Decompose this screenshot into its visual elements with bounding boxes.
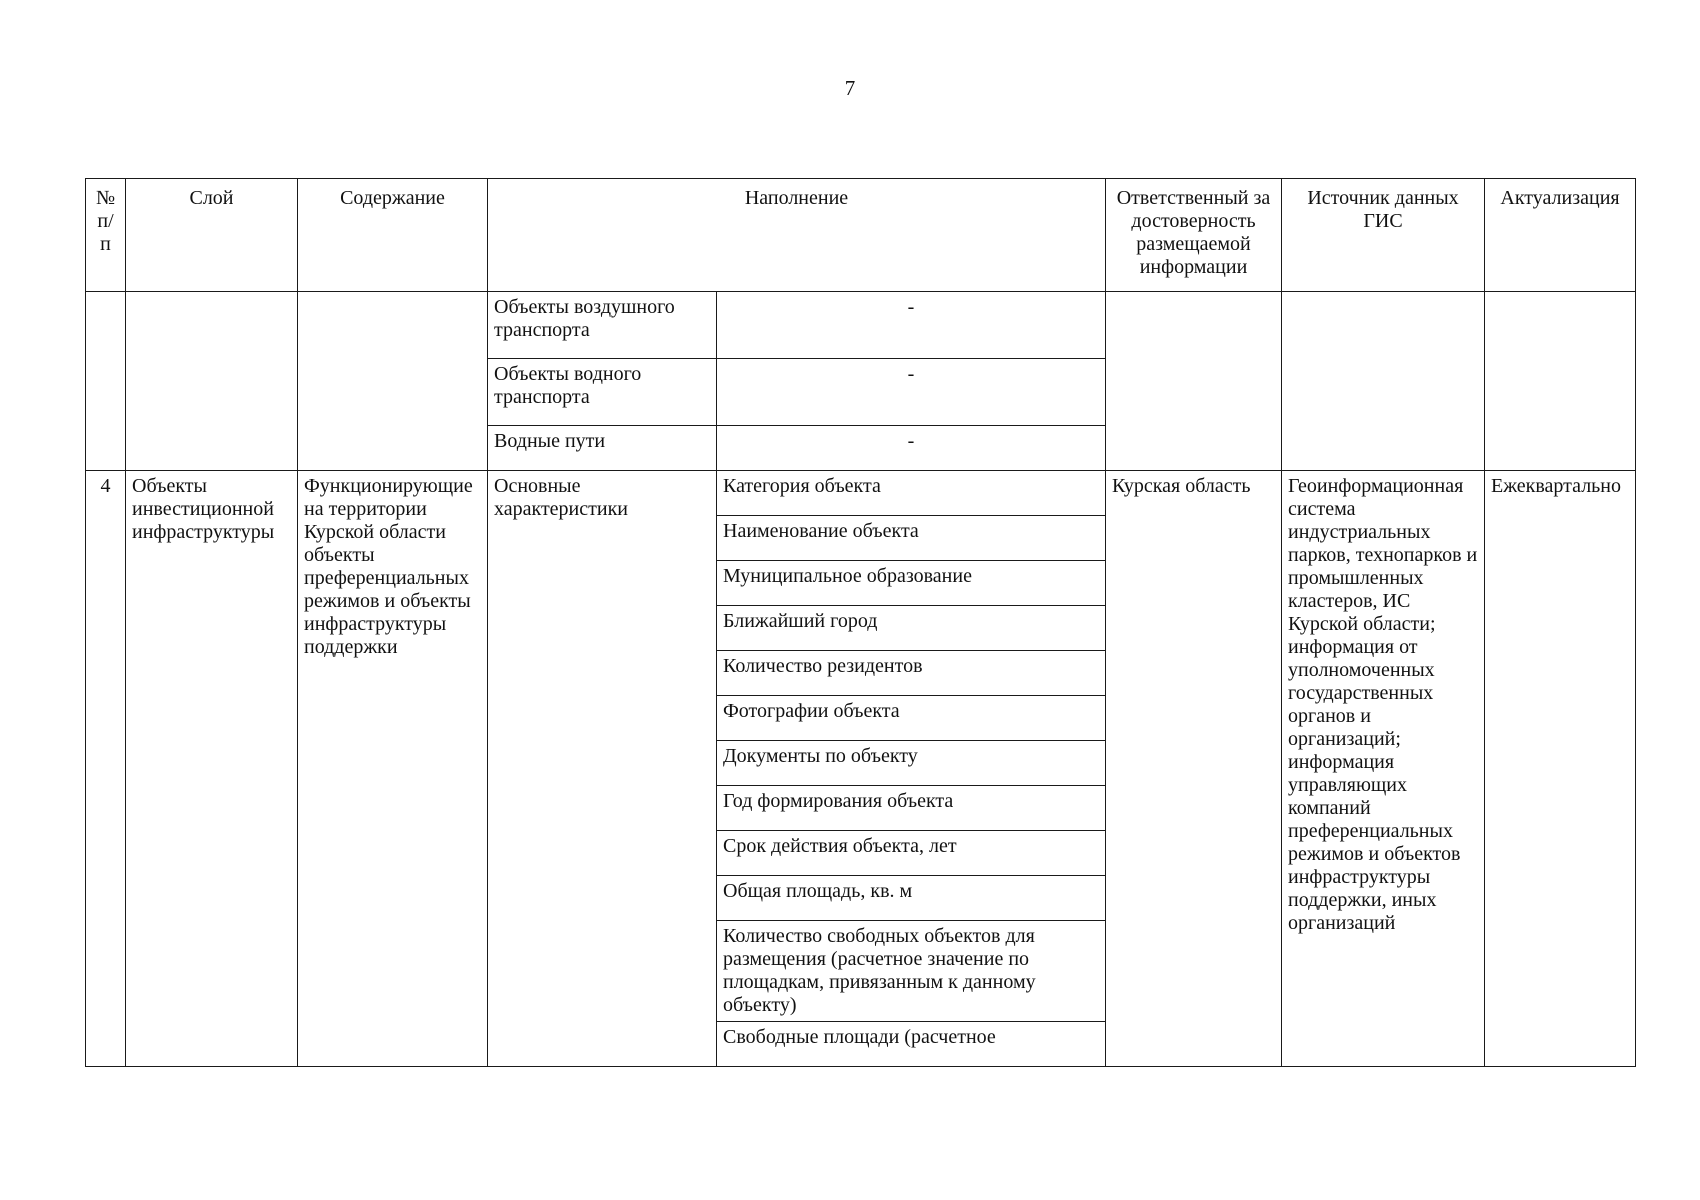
cell-layer-empty — [126, 292, 298, 471]
cell-layer: Объекты инвестиционной инфраструктуры — [126, 471, 298, 1067]
filling-name: Водные пути — [488, 426, 717, 471]
gis-layers-table — [85, 178, 1636, 1067]
filling-item: Год формирования объекта — [717, 786, 1106, 831]
filling-name: Объекты воздушного транспорта — [488, 292, 717, 359]
filling-value: - — [717, 359, 1106, 426]
header-responsible: Ответственный за достоверность размещаемой информации — [1106, 179, 1282, 292]
page-number: 7 — [844, 76, 856, 100]
filling-item: Общая площадь, кв. м — [717, 876, 1106, 921]
cell-num: 4 — [86, 471, 126, 1067]
header-num: № п/ п — [86, 179, 126, 292]
filling-item: Ближайший город — [717, 606, 1106, 651]
cell-source: Геоинформационная система индустриальных парков, технопарков и промышленных кластеров, ИС Курской области; информация от уполномоченных государственных органов и организаций; информация управляющих компаний преференциальных режимов и объектов инфраструктуры поддержки, иных организаций — [1282, 471, 1485, 1067]
cell-responsible-empty — [1106, 292, 1282, 471]
filling-item: Количество свободных объектов для размещения (расчетное значение по площадкам, привязанным к данному объекту) — [717, 921, 1106, 1022]
filling-item: Наименование объекта — [717, 516, 1106, 561]
cell-update-empty — [1485, 292, 1636, 471]
header-layer: Слой — [126, 179, 298, 292]
cell-num-empty — [86, 292, 126, 471]
header-row — [86, 179, 1636, 292]
header-update: Актуализация — [1485, 179, 1636, 292]
header-filling: Наполнение — [488, 179, 1106, 292]
filling-value: - — [717, 426, 1106, 471]
filling-item: Количество резидентов — [717, 651, 1106, 696]
cell-responsible: Курская область — [1106, 471, 1282, 1067]
filling-name: Объекты водного транспорта — [488, 359, 717, 426]
filling-item: Срок действия объекта, лет — [717, 831, 1106, 876]
filling-item: Муниципальное образование — [717, 561, 1106, 606]
filling-item: Категория объекта — [717, 471, 1106, 516]
table-row — [86, 292, 1636, 359]
filling-item: Фотографии объекта — [717, 696, 1106, 741]
header-source: Источник данных ГИС — [1282, 179, 1485, 292]
cell-content: Функционирующие на территории Курской области объекты преференциальных режимов и объекты инфраструктуры поддержки — [298, 471, 488, 1067]
header-content: Содержание — [298, 179, 488, 292]
cell-update: Ежеквартально — [1485, 471, 1636, 1067]
filling-item: Свободные площади (расчетное — [717, 1022, 1106, 1067]
table-row — [86, 471, 1636, 516]
cell-content-empty — [298, 292, 488, 471]
cell-group: Основные характеристики — [488, 471, 717, 1067]
filling-value: - — [717, 292, 1106, 359]
filling-item: Документы по объекту — [717, 741, 1106, 786]
cell-source-empty — [1282, 292, 1485, 471]
